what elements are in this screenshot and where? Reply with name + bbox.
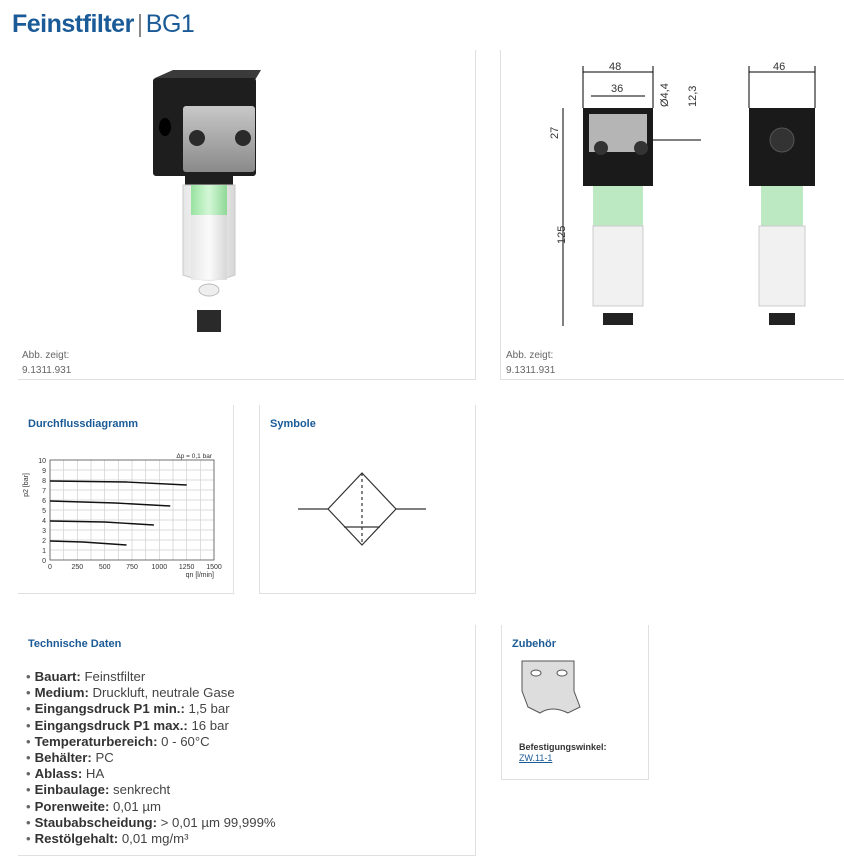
tech-data-panel [18, 625, 476, 856]
svg-text:27: 27 [549, 126, 561, 139]
page-title: Feinstfilter | BG1 [12, 10, 195, 38]
x-axis-label: qn [l/min] [185, 572, 214, 579]
chart-annotation: Δp = 0,1 bar [176, 453, 212, 460]
tech-data-item: • Einbaulage: senkrecht [26, 782, 276, 798]
y-tick-label: 2 [42, 538, 46, 545]
y-tick-label: 0 [42, 558, 46, 565]
tech-data-item: • Eingangsdruck P1 min.: 1,5 bar [26, 701, 276, 717]
drawing-panel [500, 50, 844, 380]
x-tick-label: 750 [126, 564, 138, 571]
svg-text:12,3: 12,3 [687, 85, 699, 107]
image-caption-label: Abb. zeigt: [22, 350, 70, 361]
y-tick-label: 4 [42, 518, 46, 525]
image-caption-code: 9.1311.931 [22, 365, 72, 376]
drawing-caption-code: 9.1311.931 [506, 365, 556, 376]
drawing-caption-label: Abb. zeigt: [506, 350, 554, 361]
dimension-drawing [541, 58, 841, 348]
product-photo [143, 70, 283, 340]
series-line [50, 521, 154, 525]
flow-chart [18, 450, 223, 585]
series-line [50, 501, 170, 506]
tech-data-item: • Medium: Druckluft, neutrale Gase [26, 685, 276, 701]
x-tick-label: 0 [48, 564, 52, 571]
svg-text:125: 125 [556, 225, 568, 244]
tech-data-item: • Restölgehalt: 0,01 mg/m³ [26, 831, 276, 847]
accessories-panel [501, 625, 649, 780]
svg-text:36: 36 [611, 83, 624, 95]
tech-data-title: Technische Daten [28, 638, 122, 650]
svg-text:48: 48 [609, 61, 622, 73]
product-image-panel [18, 50, 476, 380]
tech-data-item: • Bauart: Feinstfilter [26, 669, 276, 685]
flow-diagram-panel [18, 405, 234, 594]
y-tick-label: 5 [42, 508, 46, 515]
x-tick-label: 500 [98, 564, 111, 571]
y-tick-label: 6 [42, 498, 46, 505]
tech-data-item: • Porenweite: 0,01 µm [26, 799, 276, 815]
x-tick-label: 1250 [178, 564, 195, 571]
y-tick-label: 1 [42, 548, 46, 555]
flow-diagram-title: Durchflussdiagramm [28, 418, 139, 430]
tech-data-item: • Temperaturbereich: 0 - 60°C [26, 734, 276, 750]
accessory-label: Befestigungswinkel: [519, 742, 607, 752]
y-tick-label: 8 [42, 478, 46, 485]
tech-data-item: • Eingangsdruck P1 max.: 16 bar [26, 718, 276, 734]
series-line [50, 541, 127, 545]
svg-text:Ø4,4: Ø4,4 [659, 83, 671, 107]
y-tick-label: 3 [42, 528, 46, 535]
tech-data-item: • Behälter: PC [26, 750, 276, 766]
svg-text:46: 46 [773, 61, 786, 73]
mounting-bracket-image [516, 655, 588, 717]
accessory-link[interactable]: ZW.11-1 [519, 753, 553, 763]
y-axis-label: p2 [bar] [23, 473, 30, 497]
tech-data-item: • Staubabscheidung: > 0,01 µm 99,999% [26, 815, 276, 831]
accessories-title: Zubehör [512, 638, 556, 650]
x-tick-label: 250 [71, 564, 84, 571]
y-tick-label: 7 [42, 488, 46, 495]
filter-symbol [290, 465, 430, 565]
y-tick-label: 10 [38, 458, 46, 465]
x-tick-label: 1000 [151, 564, 168, 571]
tech-data-item: • Ablass: HA [26, 766, 276, 782]
y-tick-label: 9 [42, 468, 46, 475]
symbol-title: Symbole [270, 418, 316, 430]
x-tick-label: 1500 [206, 564, 222, 571]
symbol-panel [259, 405, 476, 594]
tech-data-list [26, 669, 276, 847]
